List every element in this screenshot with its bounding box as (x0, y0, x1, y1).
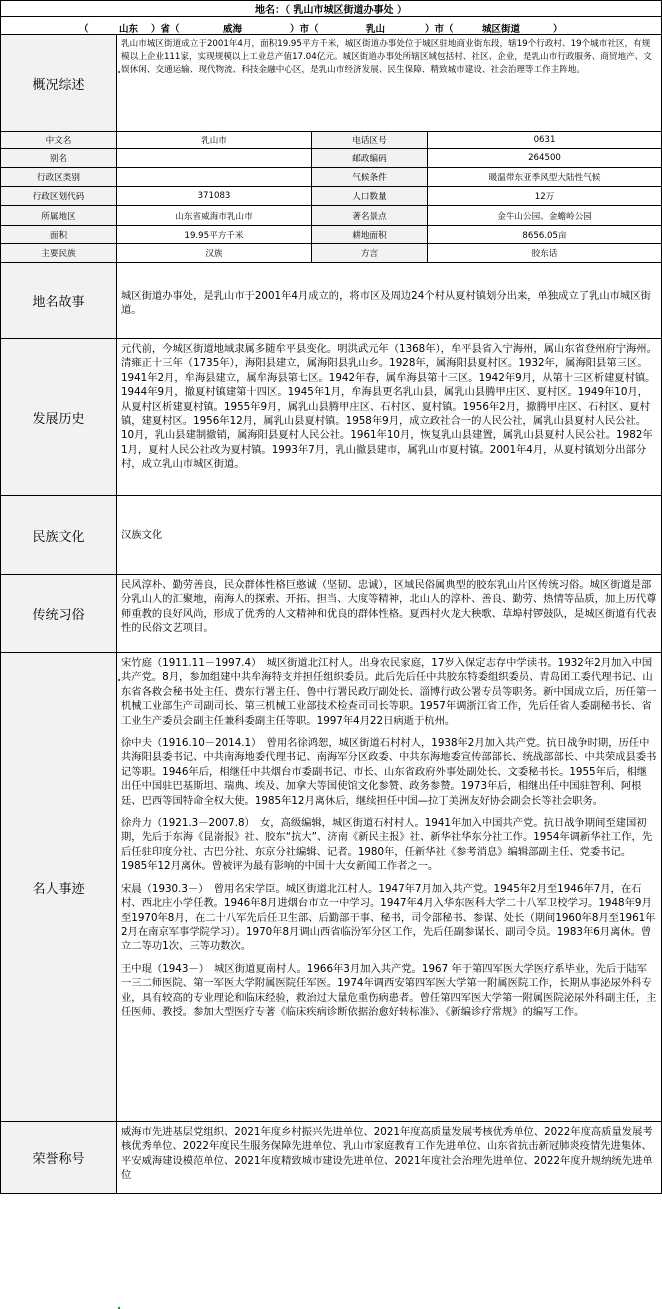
info-row (0, 187, 662, 206)
location-paren-close: ） (553, 24, 563, 35)
info-key: 电话区号 (312, 132, 428, 149)
info-key: 人口数量 (312, 187, 428, 206)
overview-label: 概况综述 (1, 35, 117, 132)
info-key: 耕地面积 (312, 226, 428, 244)
info-value: 汉族 (117, 244, 312, 263)
overview-row (0, 35, 662, 132)
info-key: 主要民族 (1, 244, 117, 263)
honors-label: 荣誉称号 (1, 1122, 117, 1194)
people-row (0, 653, 662, 1122)
location-row (0, 17, 662, 35)
info-key: 别名 (1, 149, 117, 168)
person-entry: 宋晨（1930.3－） 曾用名宋学臣。城区街道北江村人。1947年7月加入共产党。1945年2月至1946年7月，在石村、西北庄小学任教。1946年8月进烟台市立一中学习。1947年4月入华东医科大学二十八军卫校学习。1948年9月至1970年8月，在二十八军先后任卫生部、后勤部干事、秘书，司令部秘书、参谋、处长（期间1960年8月至1961年2月在南京军事学院学习）。1970年8月调山西省临汾军分区工作，先后任副参谋长、副司令员。1983年6月离休。曾立二等功1次、三等功数次。 (121, 882, 656, 953)
customs-row (0, 575, 662, 653)
person-entry: 徐舟力（1921.3－2007.8） 女，高级编辑，城区街道石村村人。1941年加入中国共产党。抗日战争期间至建国初期，先后于东海《昆嵛报》社、胶东“抗大”、济南《新民主报》社、新华社华东分社工作。1954年调新华社工作，先后任驻印度分社、古巴分社、东京分社编辑、记者。1980年，任新华社《参考消息》编辑部副主任、党委书记。1985年12月离休。曾被评为最有影响的中国十大女新闻工作者之一。 (121, 817, 653, 873)
ethnic-text: 汉族文化 (117, 496, 662, 575)
info-row (0, 149, 662, 168)
info-row (0, 244, 662, 263)
info-value (117, 168, 312, 187)
location-paren-open: （ (79, 24, 89, 35)
overview-text: 乳山市城区街道成立于2001年4月，面积19.95平方千米，城区街道办事处位于城区驻地商业街东段，辖19个行政村、19个城市社区，有规模以上企业111家，实现规模以上工业总产值17.04亿元。城区街道办事处所辖区域包括村、社区、企业，是乳山市行政服务、商贸地产、文娱休闲、交通运输、现代物流、科技金融中心区，是乳山市经济发展、民生保障、精致城市建设、社会治理等工作主阵地。 (117, 35, 662, 132)
info-key: 行政区类别 (1, 168, 117, 187)
info-value: 12万 (428, 187, 662, 206)
location-street: 城区街道 (482, 24, 521, 35)
location-county: 乳山 (366, 24, 386, 35)
cell-comment-marker (118, 71, 120, 73)
info-value: 19.95平方千米 (117, 226, 312, 244)
info-key: 面积 (1, 226, 117, 244)
info-value: 371083 (117, 187, 312, 206)
title-row (0, 0, 662, 17)
honors-text: 威海市先进基层党组织、2021年度乡村振兴先进单位、2021年度高质量发展考核优秀单位、2022年度高质量发展考核优秀单位、2022年度民生服务保障先进单位、乳山市家庭教育工作先进单位、山东省抗击新冠肺炎疫情先进集体、平安威海建设模范单位、2021年度精致城市建设先进单位、2021年度社会治理先进单位、2022年度升规纳统先进单位 (117, 1122, 662, 1194)
story-label: 地名故事 (1, 263, 117, 339)
story-text: 城区街道办事处，是乳山市于2001年4月成立的，将市区及周边24个村从夏村镇划分出来，单独成立了乳山市城区街道。 (117, 263, 662, 339)
info-row (0, 168, 662, 187)
info-key: 著名景点 (312, 206, 428, 226)
info-value: 乳山市 (117, 132, 312, 149)
location-province: 山东 (119, 24, 139, 35)
info-key: 中文名 (1, 132, 117, 149)
location-county-suffix: ）市（ (425, 24, 454, 35)
info-key: 方言 (312, 244, 428, 263)
history-text: 元代前，今城区街道地域隶属多随牟平县变化。明洪武元年（1368年），牟平县省入宁海州，属山东省登州府宁海州。清雍正十三年（1735年），海阳县建立，属海阳县乳山乡。1928年，属海阳县夏村区。1932年，属海阳县第三区。1941年2月，牟海县建立，属牟海县第七区。1942年春，属牟海县第十三区。1942年9月，从第十三区析建夏村镇。1944年9月，撤夏村镇建第十四区。1945年1月，牟海县更名乳山县，属乳山县腾甲庄区、夏村区。1949年10月，从夏村区析建夏村镇。1955年9月，属乳山县腾甲庄区、石村区、夏村镇。1956年2月，撤腾甲庄区、石村区、夏村镇，建夏村区。1956年12月，属乳山县夏村镇。1958年9月，成立政社合一的人民公社，属乳山县夏村人民公社。10月，乳山县建制撤销，属海阳县夏村人民公社。1961年10月，恢复乳山县建置，属乳山县夏村人民公社。1982年1月，夏村人民公社改为夏村镇。1993年7月，乳山撤县建市，属乳山市夏村镇。2001年4月，从夏村镇划分出部分村，成立乳山市城区街道。 (117, 339, 662, 496)
info-row (0, 226, 662, 244)
people-label: 名人事迹 (1, 653, 117, 1122)
info-value: 264500 (428, 149, 662, 168)
story-row (0, 263, 662, 339)
honors-row (0, 1122, 662, 1194)
person-entry: 王中琨（1943－） 城区街道夏南村人。1966年3月加入共产党。1967 年于第四军医大学医疗系毕业，先后于陆军一三二师医院、第一军医大学附属医院任军医。1974年调西安第四军医大学第一附属医院工作，长期从事泌尿外科专业，具有较高的专业理论和临床经验，救治过大量危重伤病患者。曾任第四军医大学第一附属医院泌尿外科副主任，主任医师、教授。参加大型医疗专著《临床疾病诊断依据治愈好转标准》、《新编诊疗常规》的编写工作。 (121, 962, 657, 1018)
people-text (117, 653, 662, 1122)
history-row (0, 339, 662, 496)
info-key: 气候条件 (312, 168, 428, 187)
info-value: 8656.05亩 (428, 226, 662, 244)
info-key: 行政区划代码 (1, 187, 117, 206)
customs-label: 传统习俗 (1, 575, 117, 653)
info-value: 0631 (428, 132, 662, 149)
ethnic-label: 民族文化 (1, 496, 117, 575)
ethnic-row (0, 496, 662, 575)
record-title: 地名：（ 乳山市城区街道办事处 ） (1, 1, 662, 17)
info-key: 所属地区 (1, 206, 117, 226)
info-value (117, 149, 312, 168)
info-key: 邮政编码 (312, 149, 428, 168)
info-row (0, 206, 662, 226)
location-province-suffix: ）省（ (151, 24, 180, 35)
location-city: 威海 (223, 24, 243, 35)
info-value: 山东省威海市乳山市 (117, 206, 312, 226)
info-row (0, 132, 662, 149)
info-value: 暖温带东亚季风型大陆性气候 (428, 168, 662, 187)
history-label: 发展历史 (1, 339, 117, 496)
location-city-suffix: ）市（ (290, 24, 319, 35)
person-entry: 宋竹庭（1911.11－1997.4） 城区街道北江村人。出身农民家庭，17岁入保定志存中学读书。1932年2月加入中国共产党。8月，参加组建中共牟海特支并担任组织委员。此后先后任中共胶东特委组织委员、青岛团工委代理书记、山东省各救会秘书处主任、费东行署主任、鲁中行署民政厅副处长、淄博行政公署专员等职务。新中国成立后，历任第一机械工业部生产司副司长、第三机械工业部技术检查司司长等职。1957年调浙江省工作，先后任省人委副秘书长、省工业生产委员会副主任兼科委副主任等职。1997年4月22日病逝于杭州。 (121, 657, 657, 727)
info-value: 胶东话 (428, 244, 662, 263)
customs-text: 民风淳朴、勤劳善良，民众群体性格巨憨诚（坚韧、忠诚），区域民俗属典型的胶东乳山片区传统习俗。城区街道是部分乳山人的汇聚地，南海人的探索、开拓、担当、大度等精神，北山人的淳朴、善良、勤劳、热情等品质，加上历代尊师重教的良好风尚，形成了优秀的人文精神和优良的群体性格。夏西村火龙大秧歌、草埠村锣鼓队，是城区街道有代表性的民俗文艺项目。 (117, 575, 662, 653)
info-value: 金牛山公园、金蟾岭公园 (428, 206, 662, 226)
location-line (1, 17, 662, 35)
person-entry: 徐中夫（1916.10－2014.1） 曾用名徐鸿恕，城区街道石村村人，1938年2月加入共产党。抗日战争时期，历任中共海阳县委书记、中共南海地委代理书记、南海军分区政委、中共东海地委宣传部部长、统战部部长、中共荣成县委书记等职。1946年后，相继任中共烟台市委副书记、市长、山东省政府外事处副处长、文委秘书长。1955年后，相继出任中国驻巴基斯坦、瑞典、埃及、加拿大等国使馆文化参赞、政务参赞。1973年后，相继出任中国驻智利、阿根廷、巴西等国特命全权大使。1985年12月离休后，继续担任中国—拉丁美洲友好协会副会长等社会职务。 (121, 737, 657, 807)
